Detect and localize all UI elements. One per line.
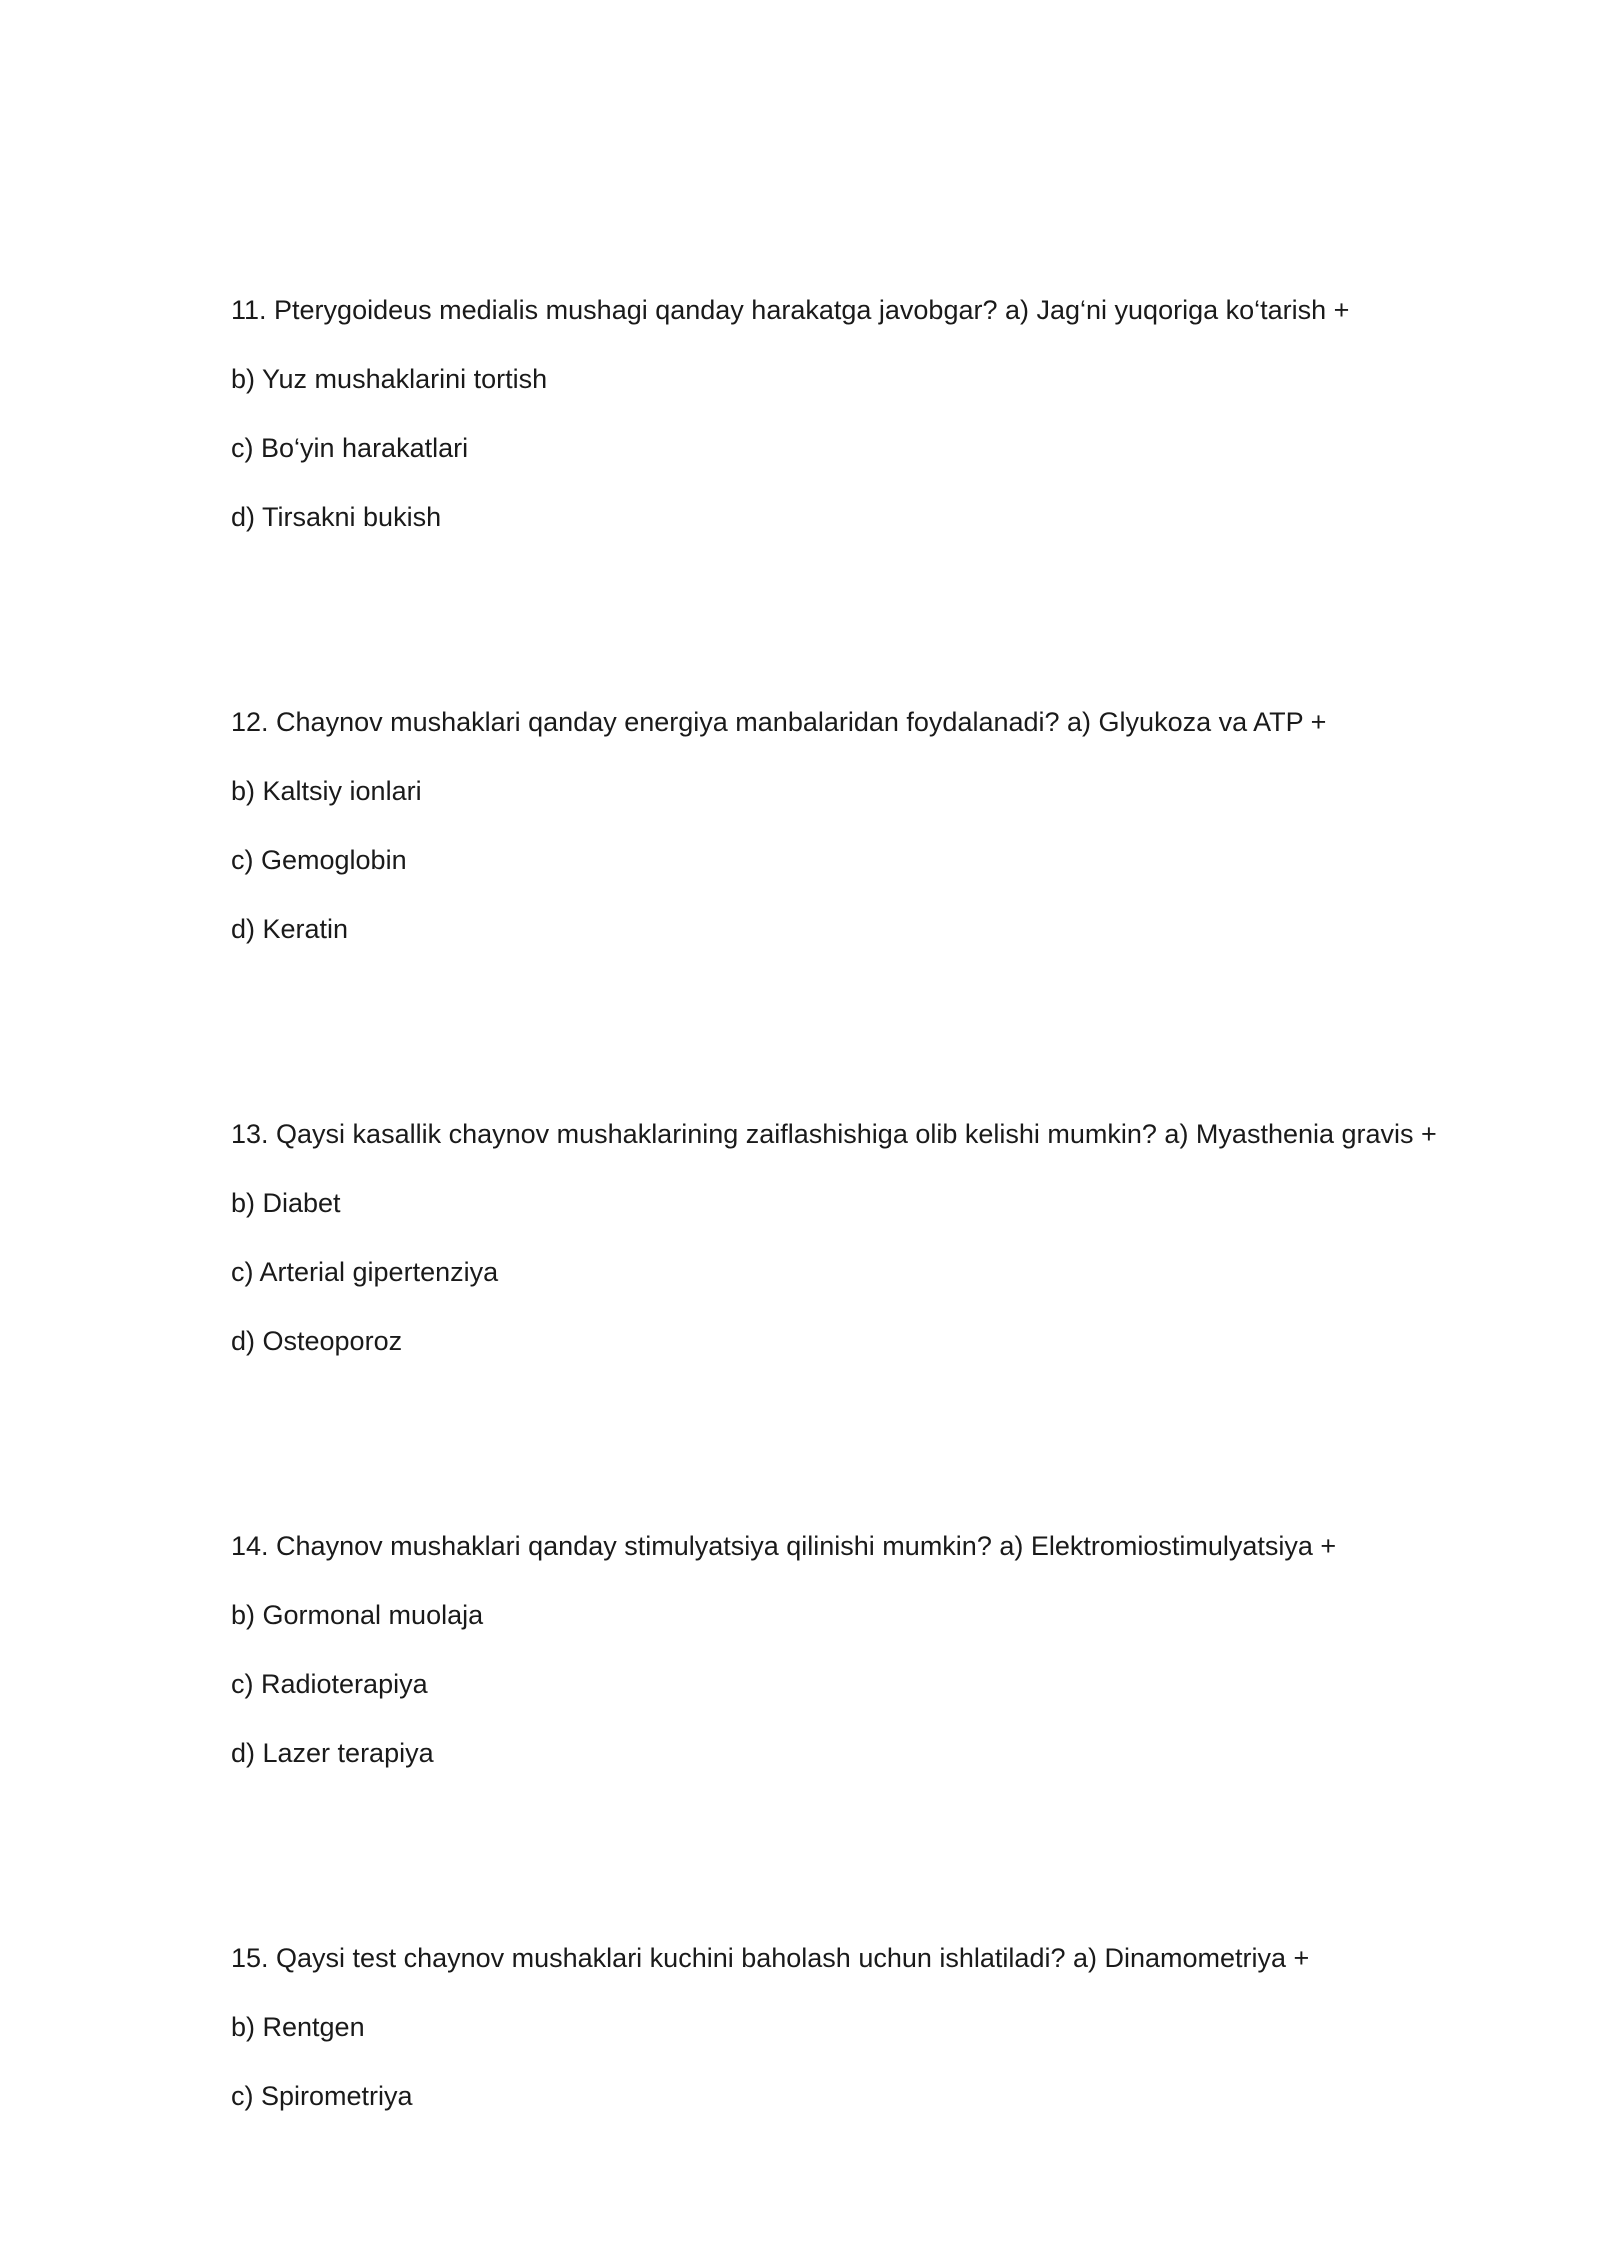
answer-option-c: c) Radioterapiya: [231, 1669, 428, 1699]
answer-option-b: b) Rentgen: [231, 2012, 365, 2042]
question-11: [231, 293, 1471, 534]
answer-option-d: d) Osteoporoz: [231, 1326, 403, 1356]
question-text: 12. Chaynov mushaklari qanday energiya manbalaridan foydalanadi? a) Glyukoza va ATP +: [231, 707, 1327, 737]
answer-option-d: d) Keratin: [231, 914, 349, 944]
answer-option-c: c) Arterial gipertenziya: [231, 1257, 499, 1287]
question-text: 11. Pterygoideus medialis mushagi qanday harakatga javobgar? a) Jag‘ni yuqoriga ko‘tarish +: [231, 295, 1350, 325]
question-12: [231, 705, 1471, 946]
question-text: 14. Chaynov mushaklari qanday stimulyatsiya qilinishi mumkin? a) Elektromiostimulyatsiya +: [231, 1531, 1337, 1561]
question-text: 15. Qaysi test chaynov mushaklari kuchini baholash uchun ishlatiladi? a) Dinamometriya +: [231, 1943, 1310, 1973]
answer-option-b: b) Yuz mushaklarini tortish: [231, 364, 548, 394]
answer-option-b: b) Kaltsiy ionlari: [231, 776, 422, 806]
answer-option-b: b) Gormonal muolaja: [231, 1600, 484, 1630]
answer-option-c: c) Bo‘yin harakatlari: [231, 433, 469, 463]
answer-option-d: d) Tirsakni bukish: [231, 502, 442, 532]
answer-option-c: c) Spirometriya: [231, 2081, 413, 2111]
answer-option-b: b) Diabet: [231, 1188, 341, 1218]
question-15: [231, 1941, 1471, 2113]
question-13: [231, 1117, 1471, 1358]
question-14: [231, 1529, 1471, 1770]
answer-option-c: c) Gemoglobin: [231, 845, 407, 875]
question-text: 13. Qaysi kasallik chaynov mushaklarining zaiflashishiga olib kelishi mumkin? a) Myasthenia gravis +: [231, 1119, 1437, 1149]
answer-option-d: d) Lazer terapiya: [231, 1738, 434, 1768]
